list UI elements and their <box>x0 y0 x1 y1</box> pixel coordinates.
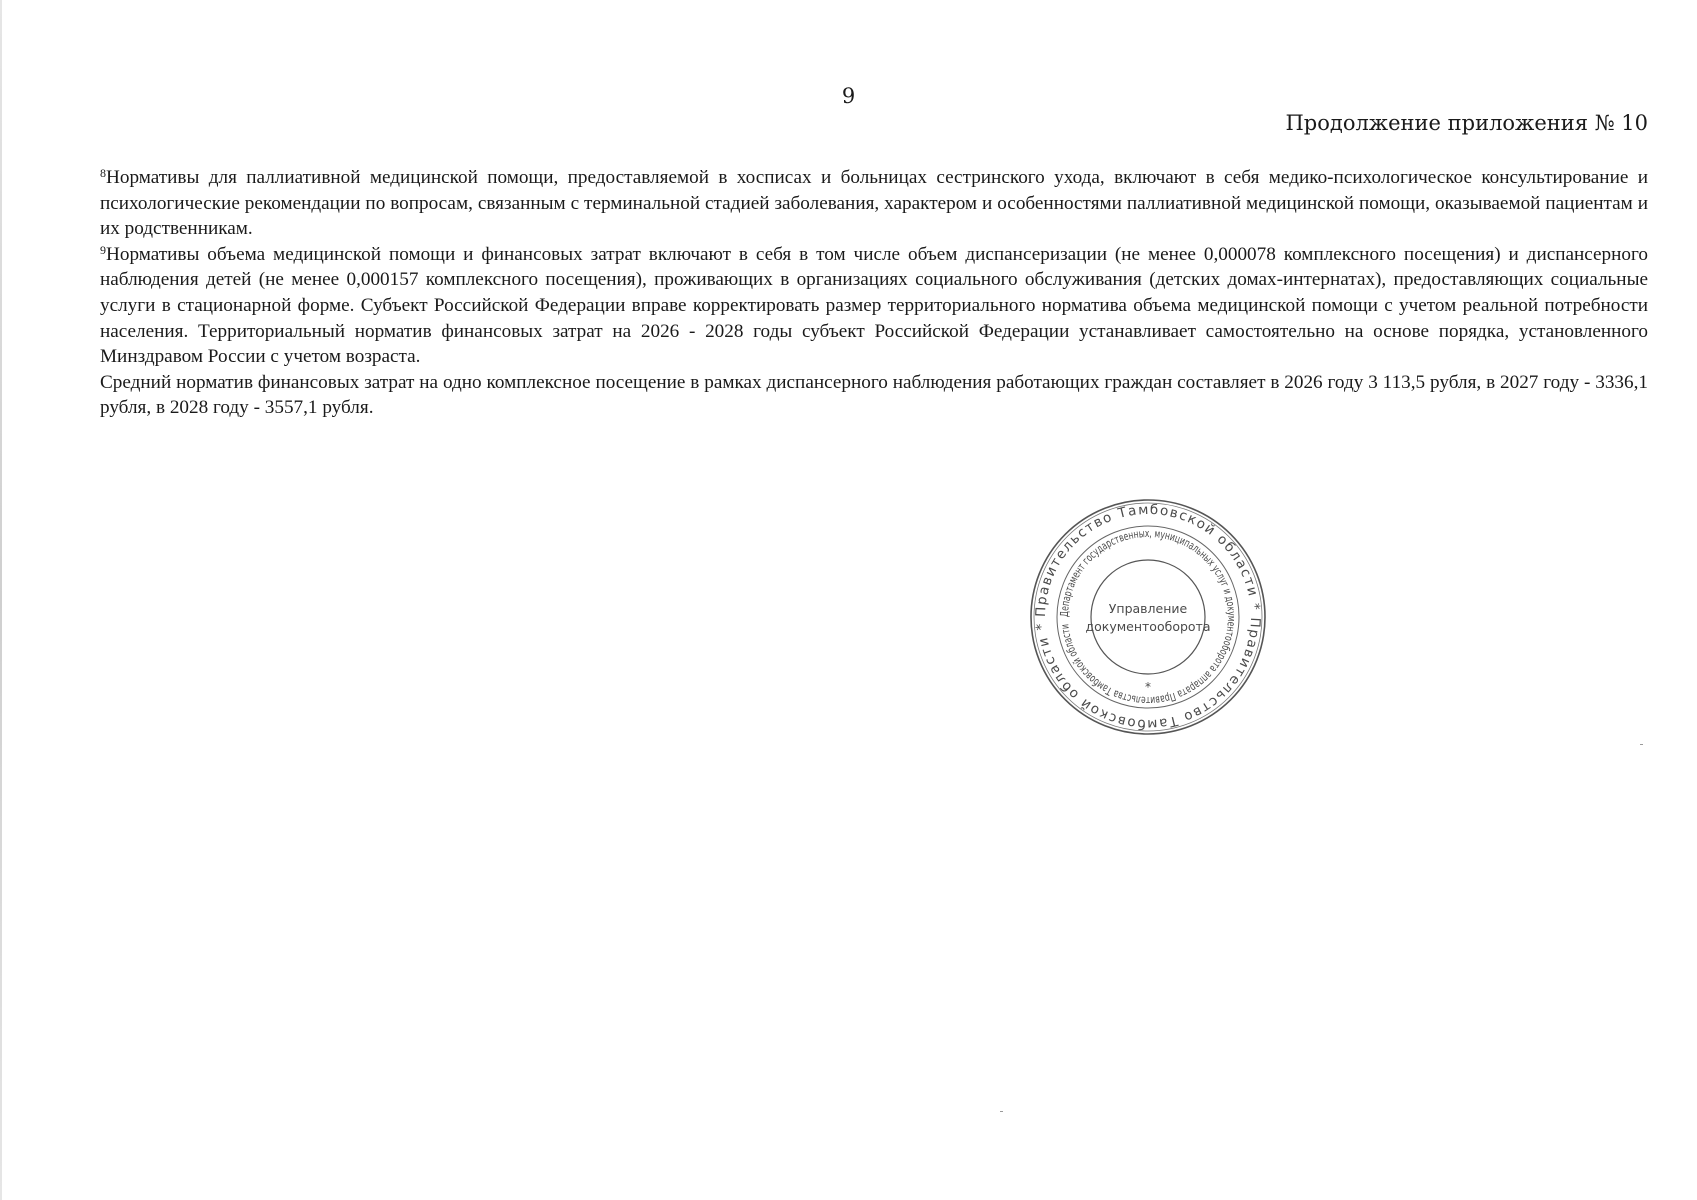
page-number: 9 <box>841 84 856 108</box>
stamp-inner-text: Департамент государственных, муниципальных услуг и документооборота аппарата Правительства Тамбовской области <box>1057 526 1239 708</box>
scan-speck <box>1000 1111 1003 1112</box>
footnote-9 <box>100 242 1648 370</box>
stamp-seal <box>1028 497 1268 737</box>
appendix-header: Продолжение приложения № 10 <box>1285 111 1648 135</box>
official-stamp <box>1028 497 1268 737</box>
scan-edge <box>0 0 2 1200</box>
footnote-text: Нормативы для паллиативной медицинской помощи, предоставляемой в хосписах и больницах сестринского ухода, включают в себя медико-психологическое консультирование и психологические рекомендации по вопросам, связанным с терминальной стадией заболевания, характером и особенностями паллиативной медицинской помощи, оказываемой пациентам и их родственникам. <box>100 167 1648 240</box>
scan-speck <box>1640 744 1643 745</box>
footnote-marker: 8 <box>100 166 106 180</box>
document-body <box>100 165 1648 421</box>
stamp-center-line-2: документооборота <box>1085 619 1211 634</box>
stamp-outer-text: Правительство Тамбовской области * Правительство Тамбовской области * <box>1032 501 1264 733</box>
stamp-star-icon: * <box>1145 680 1151 694</box>
stamp-center-line-1: Управление <box>1108 601 1188 616</box>
footnote-marker: 9 <box>100 242 106 257</box>
closing-paragraph: Средний норматив финансовых затрат на одно комплексное посещение в рамках диспансерного наблюдения работающих граждан составляет в 2026 году 3 113,5 рубля, в 2027 году - 3336,1 рубля, в 2028 году - 3557,1 рубля. <box>100 371 1648 419</box>
footnote-8 <box>100 165 1648 242</box>
footnote-text: Нормативы объема медицинской помощи и финансовых затрат включают в себя в том числе объем диспансеризации (не менее 0,000078 комплексного посещения) и диспансерного наблюдения детей (не менее 0,000157 комплексного посещения), проживающих в организациях социального обслуживания (детских домах-интернатах), предоставляющих социальные услуги в стационарной форме. Субъект Российской Федерации вправе корректировать размер территориального норматива объема медицинской помощи с учетом реальной потребности населения. Территориальный норматив финансовых затрат на 2026 - 2028 годы субъект Российской Федерации устанавливает самостоятельно на основе порядка, установленного Минздравом России с учетом возраста. <box>100 243 1648 368</box>
